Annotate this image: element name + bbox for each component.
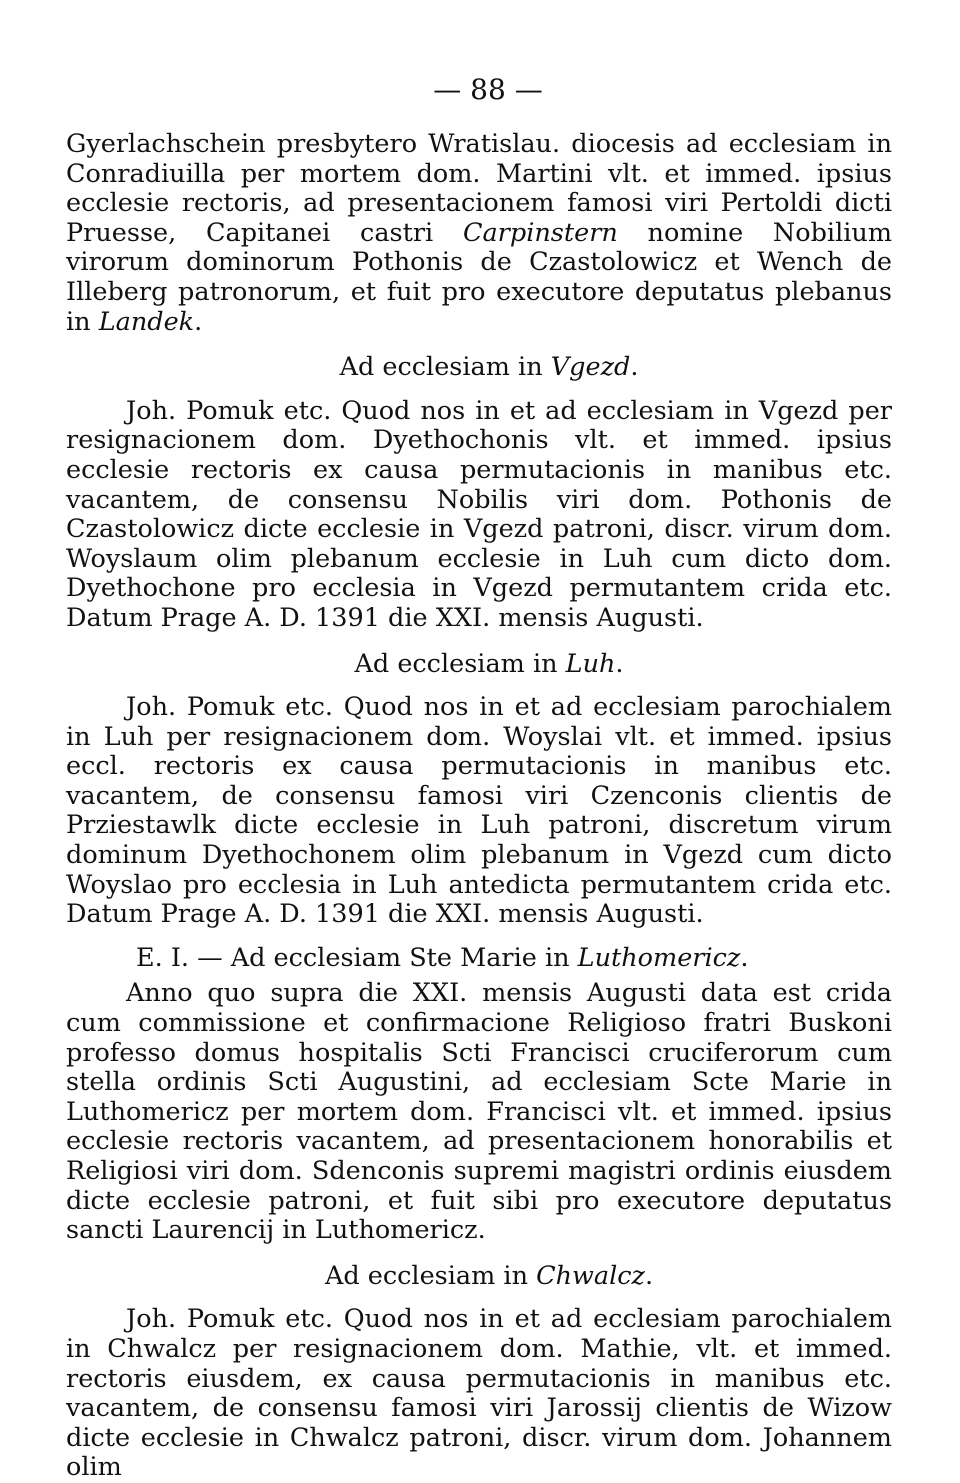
heading-punctuation: . [630,352,639,383]
entry-heading [86,650,892,680]
heading-place-name: Chwalcz [536,1260,645,1291]
place-name-italic: Carpinstern [462,217,618,248]
entry-heading [86,1262,892,1292]
heading-place-name: Vgezd [550,352,631,383]
entry-paragraph: Joh. Pomuk etc. Quod nos in et ad ecclesiam parochialem in Luh per resignacionem dom. Woyslai vlt. et immed. ipsius eccl. rectoris ex causa permutacionis in manibus etc. vacantem, de consensu famosi viri Czenconis clientis de Prziestawlk dicte ecclesie in Luh patroni, discretum virum dominum Dyethochonem olim plebanum in Vgezd cum dicto Woyslao pro ecclesia in Luh antedicta permutantem crida etc. Datum Prage A. D. 1391 die XXI. mensis Augusti. [66,692,892,930]
heading-place-name: Luthomericz [577,942,741,973]
entry-continuation-paragraph [66,130,892,337]
paragraph-text: Gyerlachschein presbytero Wratislau. diocesis ad ecclesiam in Conradiuilla per mortem dom. Martini vlt. et immed. ipsius ecclesie rectoris, ad presentacionem famosi viri Pertoldi dicti Pruesse, Capitanei castri [66,129,892,248]
place-name-italic: Landek [98,306,195,337]
heading-punctuation: . [644,1260,654,1291]
entry-heading [86,353,892,383]
document-page [66,72,892,1483]
page-number: — 88 — [433,73,543,106]
entry-paragraph: Joh. Pomuk etc. Quod nos in et ad ecclesiam in Vgezd per resignacionem dom. Dyethochonis vlt. et immed. ipsius ecclesie rectoris ex causa permutacionis in manibus etc. vacantem, de consensu Nobilis viri dom. Pothonis de Czastolowicz dicte ecclesie in Vgezd patroni, discr. virum dom. Woyslaum olim plebanum ecclesie in Luh cum dicto dom. Dyethochone pro ecclesia in Vgezd permutantem crida etc. Datum Prage A. D. 1391 die XXI. mensis Augusti. [66,395,892,633]
heading-text: E. I. — Ad ecclesiam Ste Marie in [136,942,578,973]
entry-heading [136,944,892,974]
entry-paragraph: Joh. Pomuk etc. Quod nos in et ad ecclesiam parochialem in Chwalcz per resignacionem dom. Mathie, vlt. et immed. rectoris eiusdem, ex causa permutacionis in manibus etc. vacantem, de consensu famosi viri Jarossij clientis de Wizow dicte ecclesie in Chwalcz patroni, discr. virum dom. Johannem olim [66,1304,892,1483]
entry-paragraph: Anno quo supra die XXI. mensis Augusti data est crida cum commissione et confirmacione Religioso fratri Buskoni professo domus hospitalis Scti Francisci cruciferorum cum stella ordinis Scti Augustini, ad ecclesiam Scte Marie in Luthomericz per mortem dom. Francisci vlt. et immed. ipsius ecclesie rectoris vacantem, ad presentacionem honorabilis et Religiosi viri dom. Sdenconis supremi magistri ordinis eiusdem dicte ecclesie patroni, et fuit sibi pro executore deputatus sancti Laurencij in Luthomericz. [66,978,892,1246]
paragraph-text: . [194,306,203,337]
heading-punctuation: . [740,942,749,973]
heading-punctuation: . [615,648,624,679]
heading-place-name: Luh [565,648,616,679]
heading-text: Ad ecclesiam in [354,648,566,679]
paragraph-text: nomine Nobilium virorum dominorum Pothonis de Czastolowicz et Wench de Illeberg patronorum, et fuit pro executore deputatus plebanus in [66,217,892,337]
heading-text: Ad ecclesiam in [324,1260,537,1291]
heading-text: Ad ecclesiam in [339,352,551,383]
